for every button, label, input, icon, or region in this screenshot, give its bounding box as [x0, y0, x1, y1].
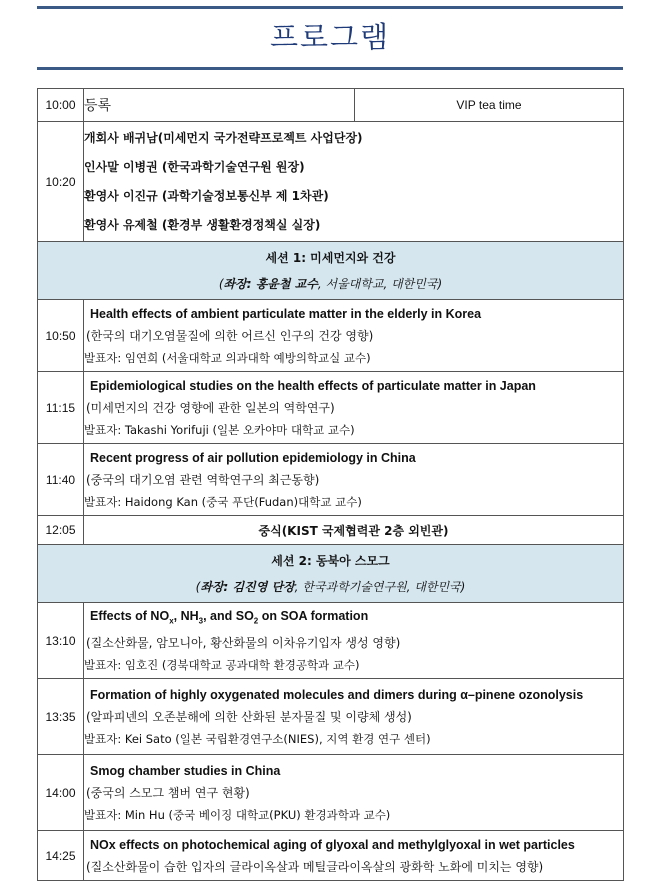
talk-cell [84, 603, 624, 679]
talk-title: Effects of $NO_x$, $NH_3$, and $SO_2$ on SOA formation [90, 608, 369, 626]
talk-subtitle: (중국의 대기오염 관련 역학연구의 최근동향) [86, 472, 320, 487]
time-cell: 12:05 [38, 516, 84, 545]
talk-title: Smog chamber studies in China [90, 763, 281, 778]
time-cell: 13:10 [38, 603, 84, 679]
talk-subtitle: (질소산화물, 암모니아, 황산화물의 이차유기입자 생성 영향) [86, 636, 401, 651]
time-cell: 11:15 [38, 372, 84, 444]
title-rule-bottom [37, 67, 623, 70]
opening-remarks [84, 122, 624, 242]
program-table [37, 88, 624, 881]
talk-subtitle: (질소산화물이 습한 입자의 글라이옥살과 메틸글라이옥살의 광화학 노화에 미치는 영향) [86, 859, 544, 874]
talk-presenter: 발표자: 임호진 (경북대학교 공과대학 환경공학과 교수) [84, 658, 360, 673]
lunch-cell: 중식(KIST 국제협력관 2층 외빈관) [84, 516, 624, 545]
talk-subtitle: (중국의 스모그 챔버 연구 현황) [86, 785, 250, 800]
talk-presenter: 발표자: Min Hu (중국 베이징 대학교(PKU) 환경과학과 교수) [84, 807, 391, 822]
table-row [38, 755, 624, 831]
session-title: 세션 2: 동북아 스모그 [271, 553, 390, 568]
talk-title: NOx effects on photochemical aging of glyoxal and methylglyoxal in wet particles [90, 837, 575, 852]
time-cell: 10:00 [38, 89, 84, 122]
talk-subtitle: (한국의 대기오염물질에 의한 어르신 인구의 건강 영향) [86, 328, 374, 343]
table-row [38, 89, 624, 122]
talk-cell [84, 372, 624, 444]
talk-title: Recent progress of air pollution epidemiology in China [90, 450, 416, 465]
speech-line: 개회사 배귀남(미세먼지 국가전략프로젝트 사업단장) [84, 130, 363, 145]
talk-subtitle: (알파피넨의 오존분해에 의한 산화된 분자물질 및 이량체 생성) [86, 709, 412, 724]
talk-presenter: 발표자: Takashi Yorifuji (일본 오카야마 대학교 교수) [84, 422, 355, 437]
registration-cell: 등록 [84, 89, 355, 122]
time-cell: 13:35 [38, 679, 84, 755]
talk-title: Health effects of ambient particulate matter in the elderly in Korea [90, 306, 482, 321]
vip-tea-cell: VIP tea time [355, 89, 624, 122]
talk-presenter: 발표자: Kei Sato (일본 국립환경연구소(NIES), 지역 환경 연구 센터) [84, 731, 431, 746]
talk-title: Formation of highly oxygenated molecules and dimers during α–pinene ozonolysis [90, 687, 584, 702]
talk-cell [84, 755, 624, 831]
speech-line: 환영사 유제철 (환경부 생활환경정책실 실장) [84, 217, 321, 232]
session-chair: (좌장: 김진영 단장, 한국과학기술연구원, 대한민국) [195, 579, 466, 594]
session-title: 세션 1: 미세먼지와 건강 [265, 250, 396, 265]
table-row [38, 300, 624, 372]
time-cell: 10:50 [38, 300, 84, 372]
title-rule-top [37, 6, 623, 9]
talk-presenter: 발표자: 임연희 (서울대학교 의과대학 예방의학교실 교수) [84, 350, 371, 365]
speech-line: 환영사 이진규 (과학기술정보통신부 제 1차관) [84, 188, 329, 203]
talk-cell [84, 679, 624, 755]
session-chair: (좌장: 홍윤철 교수, 서울대학교, 대한민국) [218, 276, 443, 291]
session-header [38, 242, 624, 300]
time-cell: 14:00 [38, 755, 84, 831]
table-row [38, 372, 624, 444]
table-row [38, 122, 624, 242]
speech-line: 인사말 이병권 (한국과학기술연구원 원장) [84, 159, 305, 174]
talk-cell [84, 444, 624, 516]
title-area [0, 0, 660, 72]
time-cell: 10:20 [38, 122, 84, 242]
talk-subtitle: (미세먼지의 건강 영향에 관한 일본의 역학연구) [86, 400, 335, 415]
table-row [38, 444, 624, 516]
talk-cell [84, 831, 624, 881]
time-cell: 11:40 [38, 444, 84, 516]
talk-cell [84, 300, 624, 372]
talk-presenter: 발표자: Haidong Kan (중국 푸단(Fudan)대학교 교수) [84, 494, 362, 509]
table-row [38, 679, 624, 755]
page-title: 프로그램 [269, 20, 391, 54]
table-row [38, 831, 624, 881]
talk-title: Epidemiological studies on the health effects of particulate matter in Japan [90, 378, 536, 393]
session-header [38, 545, 624, 603]
time-cell: 14:25 [38, 831, 84, 881]
table-row [38, 516, 624, 545]
table-row [38, 603, 624, 679]
